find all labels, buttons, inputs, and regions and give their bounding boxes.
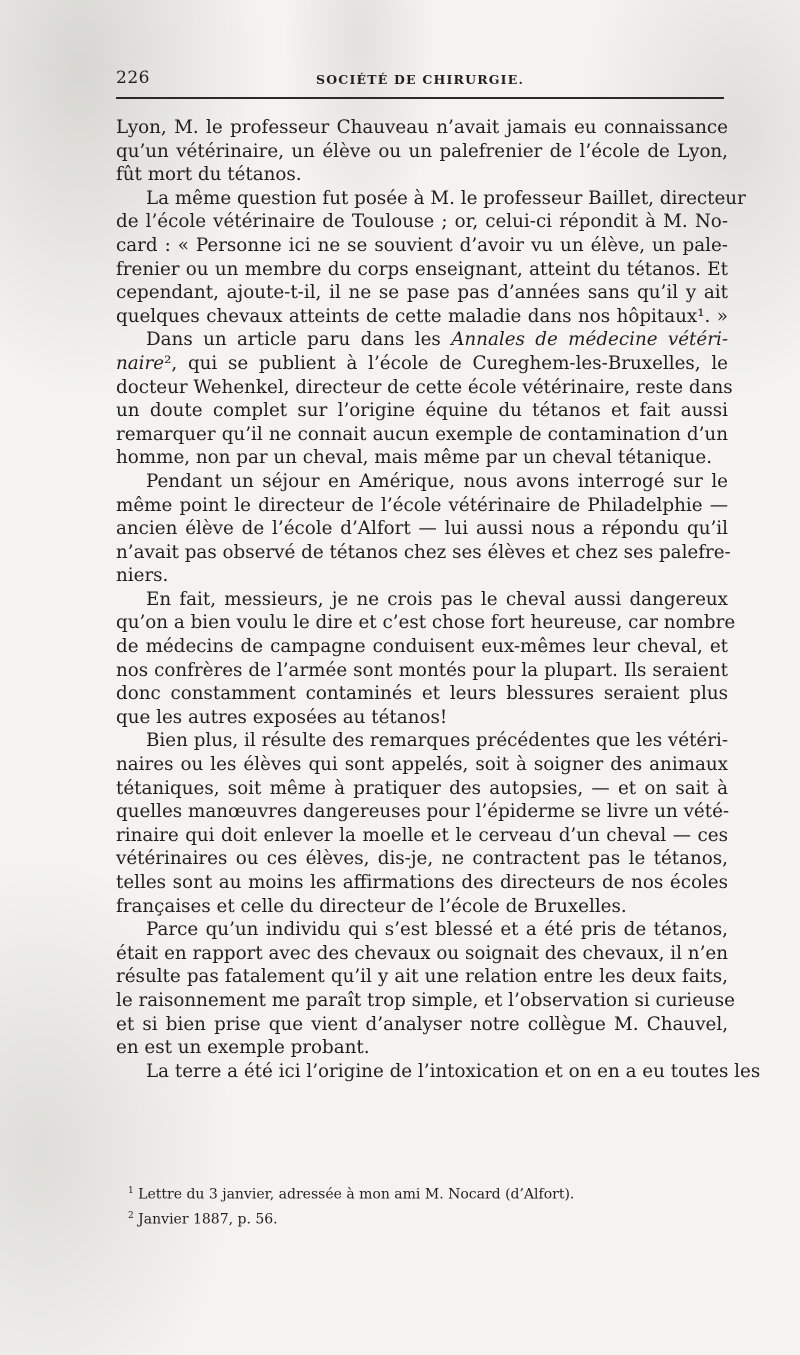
text-line: homme, non par un cheval, mais même par un cheval tétanique. bbox=[116, 447, 713, 469]
text-line: niers. bbox=[116, 565, 169, 587]
footnote-text: Janvier 1887, p. 56. bbox=[133, 1211, 278, 1228]
text-line: quelques chevaux atteints de cette maladie dans nos hôpitaux¹. » bbox=[116, 305, 728, 327]
text-line: donc constamment contaminés et leurs blessures seraient plus bbox=[116, 683, 728, 705]
running-head: SOCIÉTÉ DE CHIRURGIE. bbox=[315, 72, 525, 87]
text-line: naires ou les élèves qui sont appelés, soit à soigner des animaux bbox=[116, 754, 728, 776]
footnote bbox=[116, 1206, 728, 1231]
text-line: ancien élève de l’école d’Alfort — lui aussi nous a répondu qu’il bbox=[116, 518, 728, 540]
italic-title: Annales de médecine vétéri- bbox=[451, 329, 728, 351]
text-line: en est un exemple probant. bbox=[116, 1037, 370, 1059]
text-line: telles sont au moins les affirmations des directeurs de nos écoles bbox=[116, 872, 728, 893]
text-line: françaises et celle du directeur de l’école de Bruxelles. bbox=[116, 895, 627, 917]
text-line: rinaire qui doit enlever la moelle et le cerveau d’un cheval — ces bbox=[116, 824, 728, 846]
text-line: de l’école vétérinaire de Toulouse ; or, celui-ci répondit à M. No- bbox=[116, 211, 728, 233]
text-line: résulte pas fatalement qu’il y ait une relation entre les deux faits, bbox=[116, 966, 728, 988]
page-header bbox=[116, 64, 724, 94]
text-line: de médecins de campagne conduisent eux-mêmes leur cheval, et bbox=[116, 636, 728, 658]
footnote-marker: 1 bbox=[128, 1186, 134, 1196]
footnote-marker: 2 bbox=[128, 1210, 134, 1221]
text-line: nos confrères de l’armée sont montés pour la plupart. Ils seraient bbox=[116, 659, 728, 681]
italic-title: naire bbox=[116, 352, 165, 374]
text-line: En fait, messieurs, je ne crois pas le cheval aussi dangereux bbox=[146, 588, 728, 610]
text-line: Pendant un séjour en Amérique, nous avons interrogé sur le bbox=[146, 470, 728, 492]
text-line: était en rapport avec des chevaux ou soignait des chevaux, il n’en bbox=[116, 942, 728, 964]
text-line: le raisonnement me paraît trop simple, et l’observation si curieuse bbox=[116, 989, 735, 1011]
text-line: vétérinaires ou ces élèves, dis-je, ne contractent pas le tétanos, bbox=[116, 848, 728, 870]
header-rule bbox=[116, 97, 724, 99]
text-line: La même question fut posée à M. le professeur Baillet, directeur bbox=[146, 187, 746, 209]
text-line: un doute complet sur l’origine équine du tétanos et fait aussi bbox=[116, 400, 728, 422]
text-line: tétaniques, soit même à pratiquer des autopsies, — et on sait à bbox=[116, 777, 728, 799]
text-line: et si bien prise que vient d’analyser notre collègue M. Chauvel, bbox=[116, 1013, 728, 1035]
text-line: Parce qu’un individu qui s’est blessé et a été pris de tétanos, bbox=[146, 919, 728, 941]
text-line: Dans un article paru dans les Annales de médecine vétéri- bbox=[146, 329, 728, 351]
text-line: que les autres exposées au tétanos! bbox=[116, 706, 448, 728]
text-line: frenier ou un membre du corps enseignant, atteint du tétanos. Et bbox=[116, 258, 728, 280]
footnote bbox=[116, 1181, 728, 1206]
text-line: Lyon, M. le professeur Chauveau n’avait jamais eu connaissance bbox=[116, 117, 728, 138]
footnotes bbox=[116, 1181, 728, 1230]
text-line: remarquer qu’il ne connait aucun exemple de contamination d’un bbox=[116, 423, 728, 445]
body-text bbox=[116, 116, 761, 1083]
text-line: docteur Wehenkel, directeur de cette école vétérinaire, reste dans bbox=[116, 376, 733, 398]
text-line: La terre a été ici l’origine de l’intoxication et on en a eu toutes les bbox=[146, 1060, 761, 1082]
text-line: card : « Personne ici ne se souvient d’avoir vu un élève, un pale- bbox=[116, 234, 728, 256]
text-line: naire², qui se publient à l’école de Cureghem-les-Bruxelles, le bbox=[116, 352, 728, 374]
text-line: Bien plus, il résulte des remarques précédentes que les vétéri- bbox=[146, 730, 728, 752]
page-number: 226 bbox=[116, 68, 150, 88]
text-line: n’avait pas observé de tétanos chez ses élèves et chez ses palefre- bbox=[116, 541, 731, 563]
text-line: qu’un vétérinaire, un élève ou un palefrenier de l’école de Lyon, bbox=[116, 140, 728, 162]
text-line: même point le directeur de l’école vétérinaire de Philadelphie — bbox=[116, 494, 728, 516]
text-line: qu’on a bien voulu le dire et c’est chose fort heureuse, car nombre bbox=[116, 612, 736, 634]
text-line: fût mort du tétanos. bbox=[116, 164, 302, 186]
text-line: cependant, ajoute-t-il, il ne se pase pas d’années sans qu’il y ait bbox=[116, 282, 728, 304]
text-line: quelles manœuvres dangereuses pour l’épiderme se livre un vété- bbox=[116, 801, 730, 823]
footnote-text: Lettre du 3 janvier, adressée à mon ami M. Nocard (d’Alfort). bbox=[133, 1186, 575, 1203]
